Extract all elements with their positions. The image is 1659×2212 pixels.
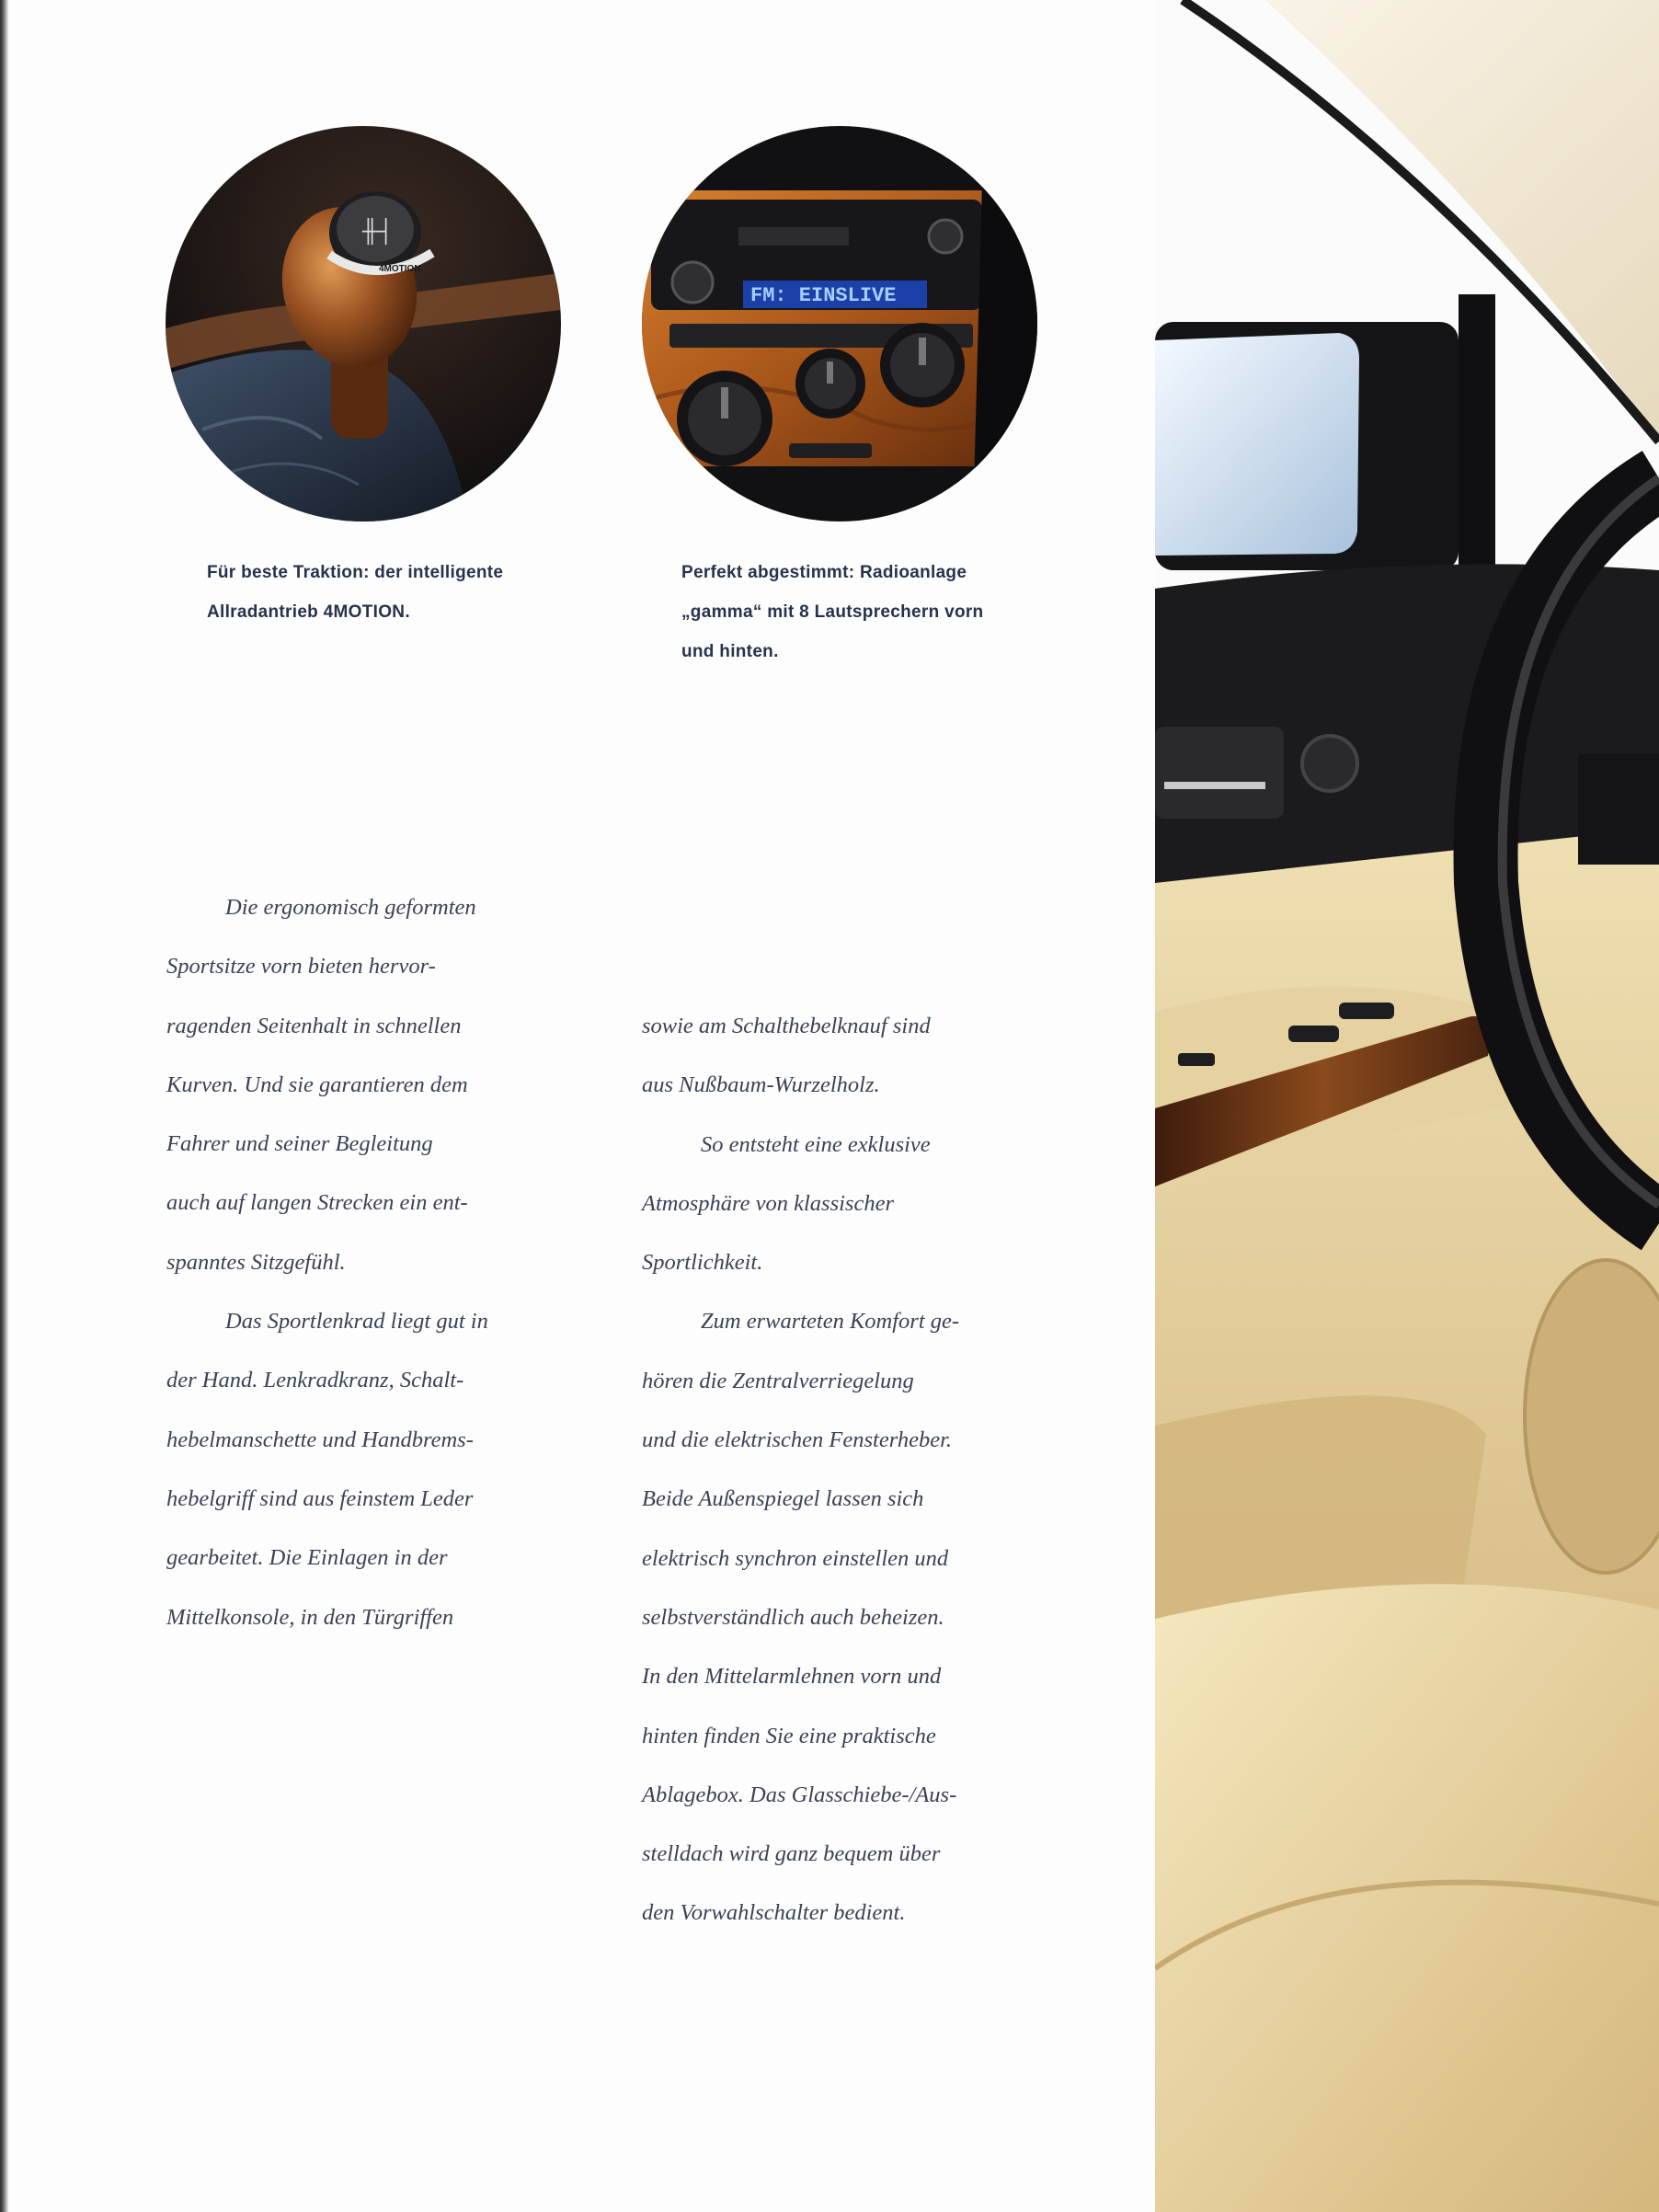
paragraph-steering-wheel: Das Sportlenkrad liegt gut in der Hand. Lenkradkranz, Schalt- hebelmanschette und Handbrems- hebelgriff sind aus feinstem Leder gearbeitet. Die Einlagen in der Mittelkonsole, in den Türgriffen <box>166 1309 488 1630</box>
caption-radio-line3: und hinten. <box>681 642 779 661</box>
caption-radio-line2: „gamma“ mit 8 Lautsprechern vorn <box>681 602 984 622</box>
paragraph-atmosphere: So entsteht eine exklusive Atmosphäre von klassischer Sportlichkeit. <box>642 1131 931 1276</box>
caption-4motion <box>207 553 602 632</box>
car-interior-illustration <box>1155 0 1659 2212</box>
svg-text:FM: EINSLIVE: FM: EINSLIVE <box>750 284 897 307</box>
radio-photo <box>642 126 1037 521</box>
svg-text:╫┤: ╫┤ <box>362 219 395 244</box>
paragraph-walnut-continuation: sowie am Schalthebelknauf sind aus Nußbaum-Wurzelholz. <box>642 1014 931 1098</box>
caption-radio <box>681 553 1086 671</box>
body-column-right <box>642 997 1047 1943</box>
caption-4motion-line1: Für beste Traktion: der intelligente <box>207 563 504 582</box>
caption-radio-line1: Perfekt abgestimmt: Radioanlage <box>681 563 967 582</box>
page-binding-edge <box>0 0 9 2212</box>
paragraph-comfort: Zum erwarteten Komfort ge- hören die Zentralverriegelung und die elektrischen Fensterheber. Beide Außenspiegel lassen sich elektrisch synchron einstellen und selbstverständlich auch beheizen. In den Mittelarmlehnen vorn und hinten finden Sie eine praktische Ablagebox. Das Glasschiebe-/Aus- stelldach wird ganz bequem über den Vorwahlschalter bedient. <box>642 1309 960 1926</box>
body-column-left <box>166 878 571 1647</box>
car-interior-photo <box>1155 0 1659 2212</box>
paragraph-sport-seats: Die ergonomisch geformten Sportsitze vorn bieten hervor- ragenden Seitenhalt in schnellen Kurven. Und sie garantieren dem Fahrer und seiner Begleitung auch auf langen Strecken ein ent- spanntes Sitzgefühl. <box>166 895 476 1275</box>
gear-knob-illustration <box>166 126 561 521</box>
radio-illustration <box>642 126 1037 521</box>
svg-text:4MOTION: 4MOTION <box>379 264 421 274</box>
caption-4motion-line2: Allradantrieb 4MOTION. <box>207 602 410 622</box>
gear-knob-photo <box>166 126 561 521</box>
